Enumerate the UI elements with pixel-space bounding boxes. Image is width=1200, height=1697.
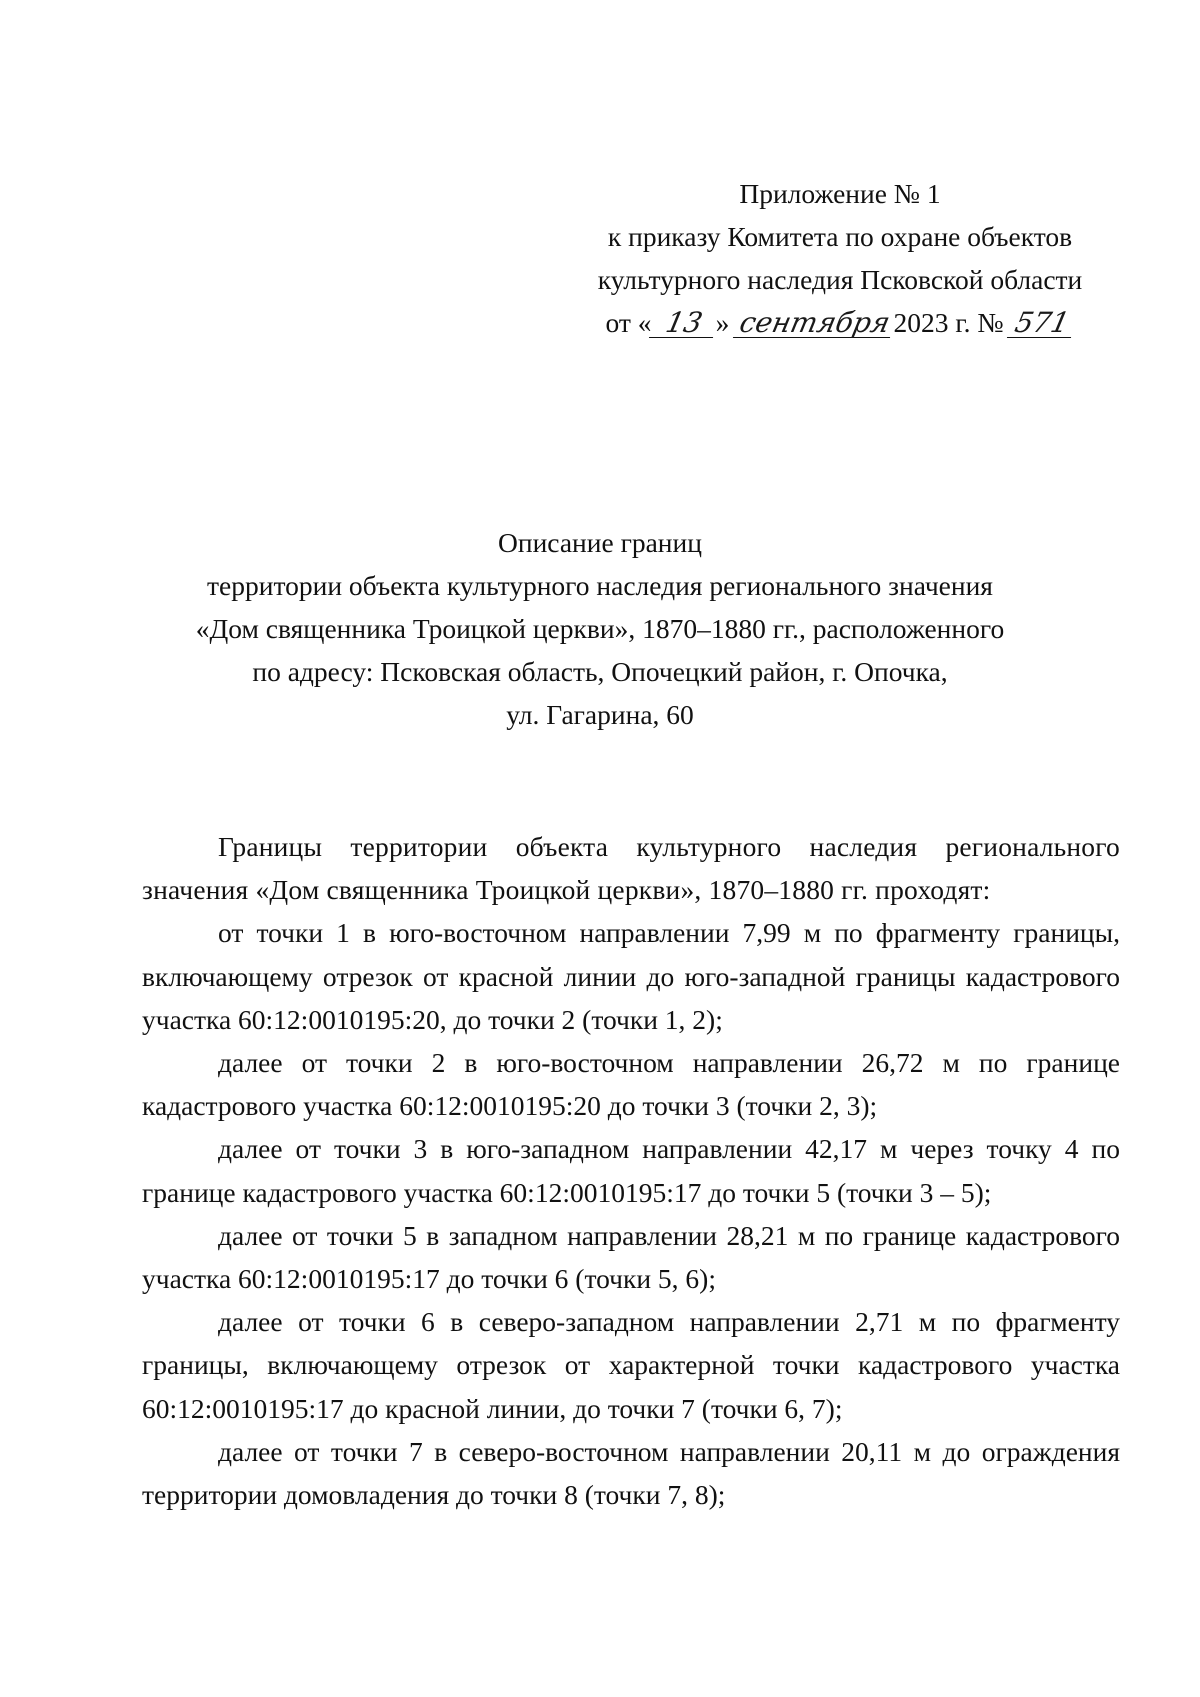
paragraph-point-6: далее от точки 6 в северо-западном направлении 2,71 м по фрагменту границы, включающему отрезок от характерной точки кадастрового участка 60:12:0010195:17 до красной линии, до точки 7 (точки 6, 7); (142, 1306, 1120, 1424)
title-line-2: территории объекта культурного наследия регионального значения (207, 570, 993, 601)
appendix-title: Приложение № 1 (739, 178, 941, 209)
order-quote-close: » (715, 307, 730, 338)
appendix-header (560, 172, 1120, 344)
title-line-1: Описание границ (498, 527, 702, 558)
order-prefix: от « (605, 307, 652, 338)
appendix-committee-name: культурного наследия Псковской области (597, 264, 1083, 295)
appendix-order-reference: к приказу Комитета по охране объектов (607, 221, 1073, 252)
boundary-description-body (142, 825, 1120, 1516)
title-line-4: по адресу: Псковская область, Опочецкий район, г. Опочка, (252, 656, 948, 687)
paragraph-point-3: далее от точки 3 в юго-западном направлении 42,17 м через точку 4 по границе кадастрового участка 60:12:0010195:17 до точки 5 (точки 3 – 5); (142, 1133, 1120, 1208)
title-line-5: ул. Гагарина, 60 (506, 699, 694, 730)
order-year: 2023 г. № (893, 307, 1004, 338)
title-line-3: «Дом священника Троицкой церкви», 1870–1880 гг., расположенного (195, 613, 1005, 644)
document-title (140, 521, 1060, 736)
order-date-line (560, 301, 1120, 344)
paragraph-point-2: далее от точки 2 в юго-восточном направлении 26,72 м по границе кадастрового участка 60:12:0010195:20 до точки 3 (точки 2, 3); (142, 1047, 1120, 1122)
paragraph-point-1: от точки 1 в юго-восточном направлении 7,99 м по фрагменту границы, включающему отрезок от красной линии до юго-западной границы кадастрового участка 60:12:0010195:20, до точки 2 (точки 1, 2); (142, 917, 1120, 1035)
handwritten-month: сентября (733, 309, 897, 338)
paragraph-intro: Границы территории объекта культурного наследия регионального значения «Дом священника Троицкой церкви», 1870–1880 гг. проходят: (142, 831, 1120, 906)
handwritten-day: 13 (648, 309, 718, 338)
paragraph-point-5: далее от точки 5 в западном направлении 28,21 м по границе кадастрового участка 60:12:0010195:17 до точки 6 (точки 5, 6); (142, 1219, 1120, 1295)
handwritten-order-number: 571 (1007, 309, 1077, 338)
paragraph-point-7: далее от точки 7 в северо-восточном направлении 20,11 м до ограждения территории домовладения до точки 8 (точки 7, 8); (142, 1435, 1120, 1511)
